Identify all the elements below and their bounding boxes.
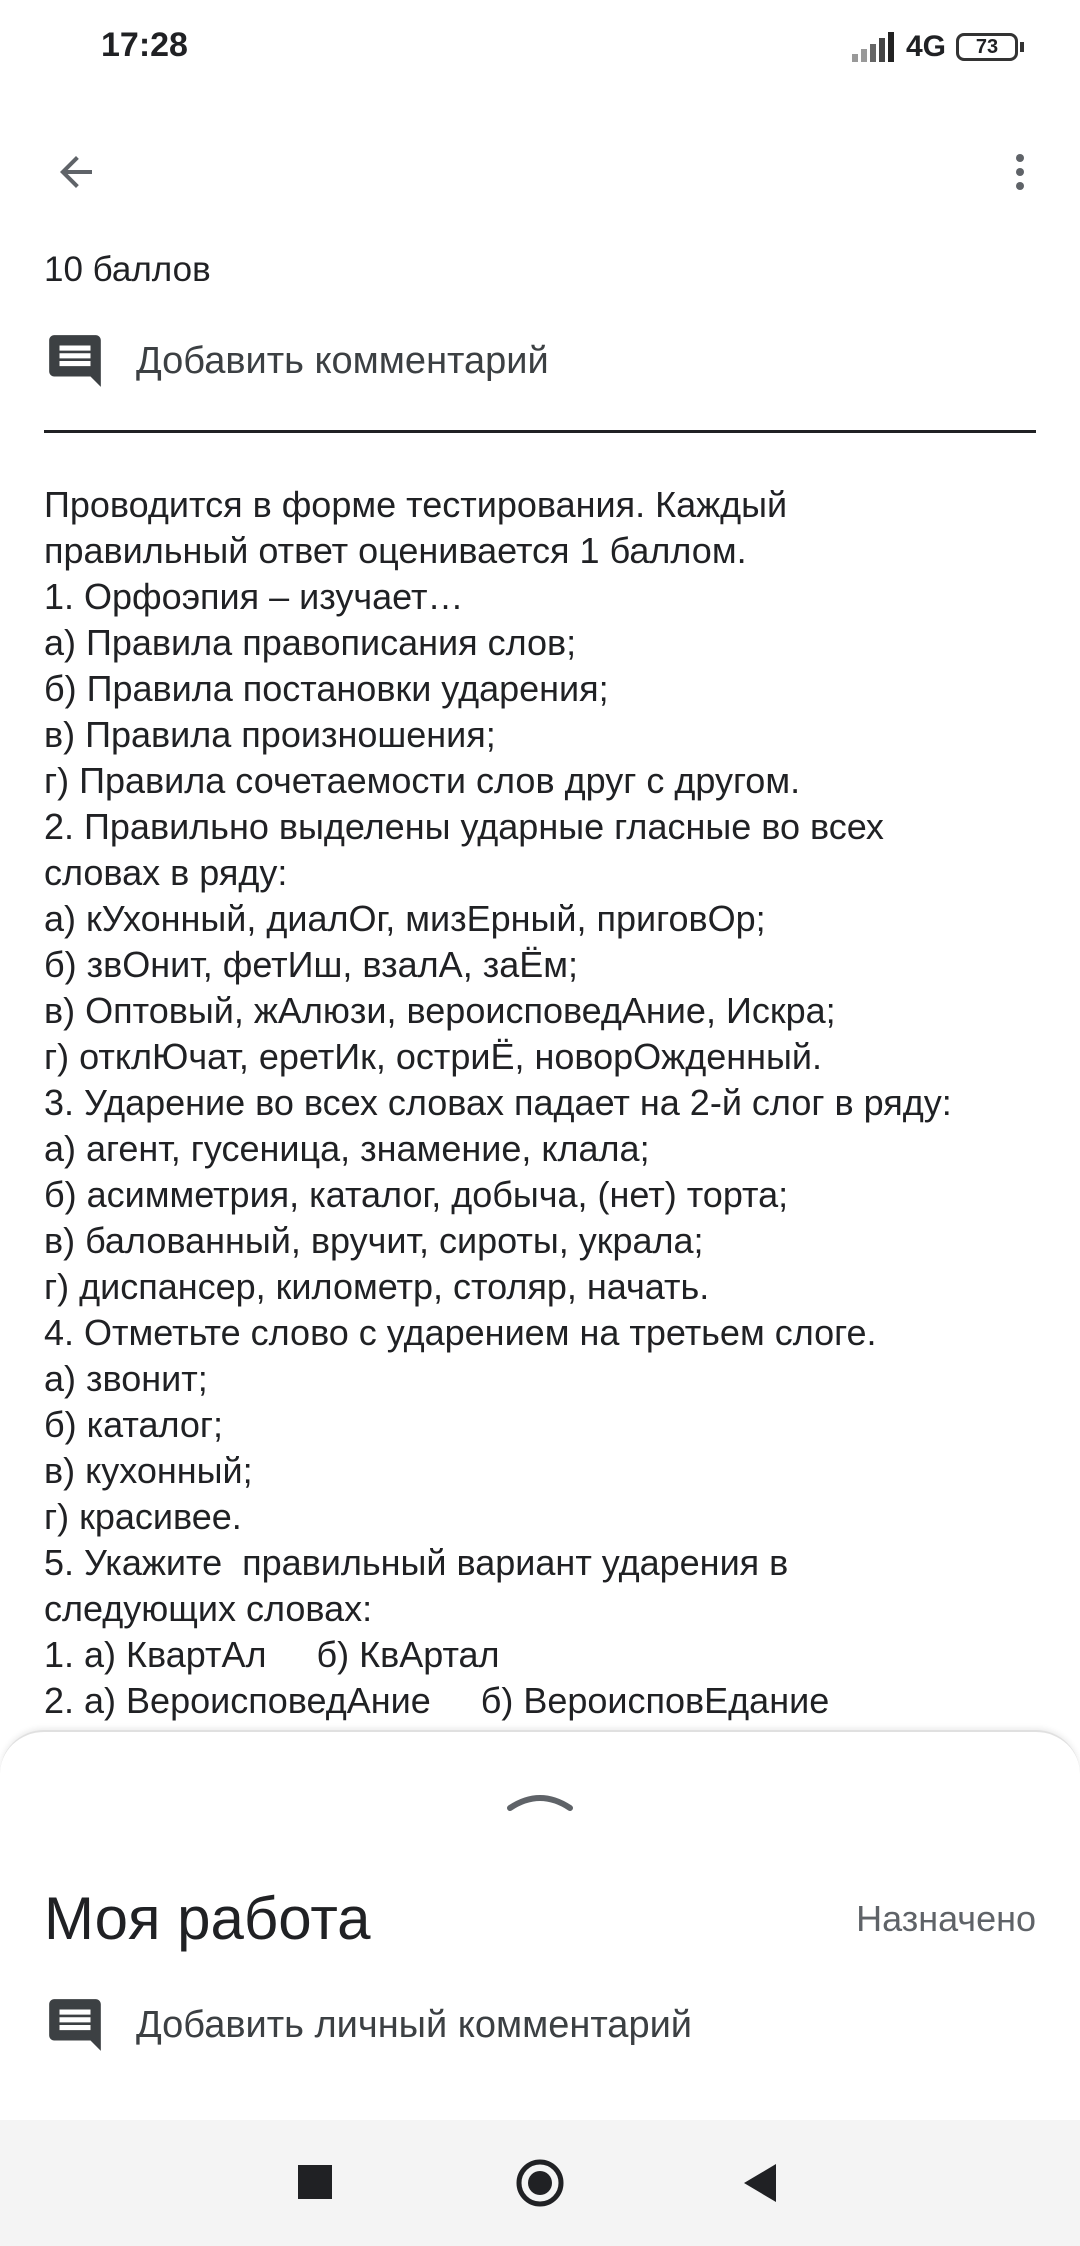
signal-icon (852, 32, 896, 62)
description-line: в) кухонный; (44, 1450, 253, 1491)
description-line: г) диспансер, километр, столяр, начать. (44, 1266, 710, 1307)
description-line: 2. Правильно выделены ударные гласные во всех (44, 806, 884, 847)
work-status: Назначено (856, 1898, 1036, 1939)
description-line: в) Оптовый, жАлюзи, вероисповедАние, Искра; (44, 990, 836, 1031)
description-line: 5. Укажите правильный вариант ударения в (44, 1542, 789, 1583)
description-line: б) Правила постановки ударения; (44, 668, 609, 709)
home-circle-icon[interactable] (515, 2158, 565, 2208)
description-line: б) каталог; (44, 1404, 224, 1445)
description-line: 3. Ударение во всех словах падает на 2-й слог в ряду: (44, 1082, 952, 1123)
description-line: г) отклЮчат, еретИк, остриЁ, новорОжденный. (44, 1036, 823, 1077)
recents-square-icon[interactable] (298, 2165, 332, 2199)
description-line: правильный ответ оценивается 1 баллом. (44, 530, 747, 571)
description-line: 2. а) ВероисповедАние б) ВероисповЕдание (44, 1680, 830, 1721)
description-line: а) агент, гусеница, знамение, клала; (44, 1128, 650, 1169)
description-line: г) Правила сочетаемости слов друг с другом. (44, 760, 801, 801)
network-type: 4G (905, 30, 946, 63)
description-line: б) звОнит, фетИш, взалА, заЁм; (44, 944, 579, 985)
description-line: б) асимметрия, каталог, добыча, (нет) торта; (44, 1174, 789, 1215)
description-line: а) Правила правописания слов; (44, 622, 577, 663)
add-comment-label: Добавить комментарий (136, 339, 549, 382)
battery-level: 73 (956, 33, 1018, 61)
description-line: а) звонит; (44, 1358, 208, 1399)
my-work-sheet (0, 1730, 1080, 2122)
description-line: следующих словах: (44, 1588, 373, 1629)
arrow-back-icon (52, 148, 100, 196)
system-nav-bar (0, 2120, 1080, 2246)
assignment-description (44, 482, 1044, 1724)
description-line: Проводится в форме тестирования. Каждый (44, 484, 788, 525)
description-line: словах в ряду: (44, 852, 288, 893)
divider (44, 430, 1036, 433)
sheet-expand-handle-icon[interactable] (504, 1784, 576, 1814)
more-vert-icon (996, 148, 1044, 196)
status-bar (0, 0, 1080, 96)
description-line: а) кУхонный, диалОг, мизЕрный, приговОр; (44, 898, 766, 939)
app-bar (0, 120, 1080, 220)
back-button[interactable] (44, 140, 108, 204)
add-private-comment-button[interactable] (44, 1994, 692, 2056)
my-work-title: Моя работа (44, 1885, 371, 1952)
private-comment-label: Добавить личный комментарий (136, 2003, 693, 2046)
description-line: 1. Орфоэпия – изучает… (44, 576, 464, 617)
status-time: 17:28 (101, 26, 188, 64)
battery-icon (956, 33, 1024, 61)
more-options-button[interactable] (988, 140, 1052, 204)
comment-icon (44, 1994, 106, 2056)
description-line: г) красивее. (44, 1496, 242, 1537)
back-triangle-icon[interactable] (740, 2162, 780, 2204)
description-line: в) балованный, вручит, сироты, украла; (44, 1220, 704, 1261)
description-line: 4. Отметьте слово с ударением на третьем слоге. (44, 1312, 877, 1353)
battery-tip (1020, 42, 1024, 52)
add-class-comment-button[interactable] (44, 330, 549, 392)
assignment-points: 10 баллов (44, 250, 211, 289)
status-indicators (852, 30, 1024, 64)
description-line: 1. а) КвартАл б) КвАртал (44, 1634, 500, 1675)
comment-icon (44, 330, 106, 392)
description-line: в) Правила произношения; (44, 714, 496, 755)
